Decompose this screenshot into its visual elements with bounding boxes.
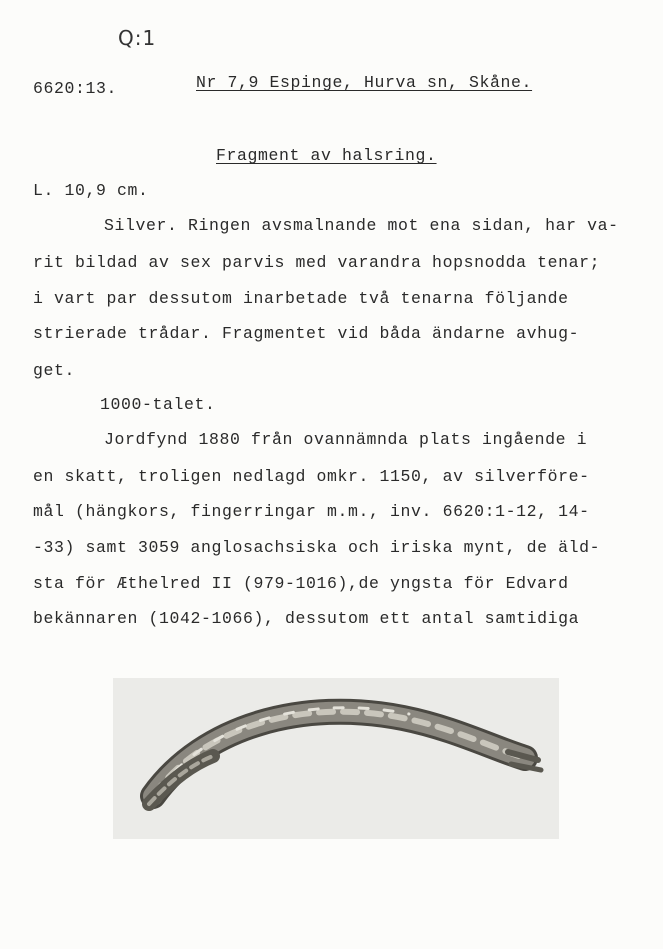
body-line: mål (hängkors, fingerringar m.m., inv. 6620:1-12, 14- [33,502,590,521]
inventory-number: 6620:13. [33,79,118,98]
object-title: Fragment av halsring. [216,146,437,165]
body-line: strierade trådar. Fragmentet vid båda ändarne avhug- [33,324,580,343]
artifact-photo [113,678,559,839]
body-line: sta för Æthelred II (979-1016),de yngsta för Edvard [33,574,569,593]
body-line: Silver. Ringen avsmalnande mot ena sidan, har va- [104,216,619,235]
twisted-neck-ring-illustration [113,678,559,839]
body-line: rit bildad av sex parvis med varandra hopsnodda tenar; [33,253,601,272]
body-line: -33) samt 3059 anglosachsiska och iriska mynt, de äld- [33,538,601,557]
body-line: get. [33,361,76,380]
body-line: Jordfynd 1880 från ovannämnda plats ingående i [104,430,588,449]
body-line: bekännaren (1042-1066), dessutom ett antal samtidiga [33,609,580,628]
body-line: en skatt, troligen nedlagd omkr. 1150, av silverföre- [33,467,590,486]
dating-line: 1000-talet. [100,395,216,414]
location-line: Nr 7,9 Espinge, Hurva sn, Skåne. [196,73,533,92]
handwritten-mark: Q:1 [118,26,157,50]
length-measure: L. 10,9 cm. [33,181,149,200]
body-line: i vart par dessutom inarbetade två tenarna följande [33,289,569,308]
